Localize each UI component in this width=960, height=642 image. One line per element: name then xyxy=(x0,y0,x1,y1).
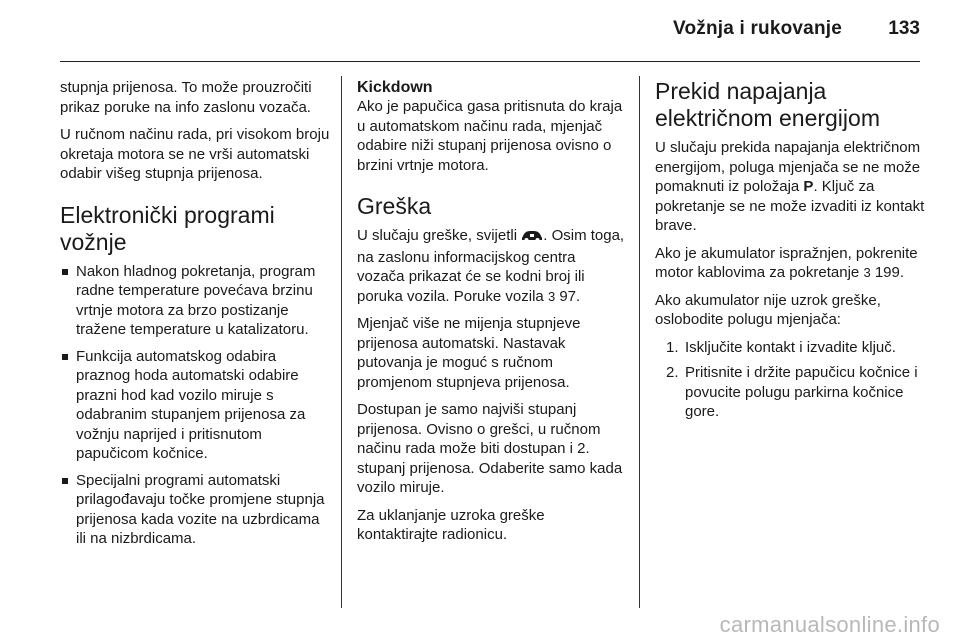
paragraph: U slučaju greške, svijetli . Osim toga, na zaslonu informacijskog centra vozača prikazat će se kodni broj ili poruka vozila. Poruke vozila 3 97. xyxy=(357,227,625,305)
column-right xyxy=(655,78,925,428)
paragraph: U ručnom načinu rada, pri visokom broju okretaja motora se ne vrši automatski odabir višeg stupnja prijenosa. xyxy=(60,126,330,182)
header-divider xyxy=(60,61,920,62)
column-divider xyxy=(341,76,342,608)
page-number: 133 xyxy=(888,18,920,39)
paragraph: Mjenjač više ne mijenja stupnjeve prijenosa automatski. Nastavak putovanja je moguć s ručnom promjenom stupnjeva prijenosa. xyxy=(357,315,581,391)
paragraph: Ako je papučica gasa pritisnuta do kraja u automatskom načinu rada, mjenjač odabire niži stupanj prijenosa ovisno o brzini vrtnje motora. xyxy=(357,98,623,174)
column-left xyxy=(60,78,330,556)
paragraph: stupnja prijenosa. To može prouzročiti prikaz poruke na info zaslonu vozača. xyxy=(60,79,312,116)
bullet-icon xyxy=(62,354,68,360)
subsection-heading: Kickdown xyxy=(357,79,433,96)
bullet-icon xyxy=(62,269,68,275)
list-item: Nakon hladnog pokretanja, program radne temperature povećava brzinu vrtnje motora za brzo postizanje tražene temperature u katalizatoru. xyxy=(60,262,330,340)
paragraph: Ako akumulator nije uzrok greške, oslobodite polugu mjenjača: xyxy=(655,291,881,328)
section-heading: Greška xyxy=(357,193,432,219)
list-item: 1. Isključite kontakt i izvadite ključ. xyxy=(666,338,896,356)
column-middle xyxy=(357,78,627,553)
watermark: carmanualsonline.info xyxy=(719,612,940,637)
paragraph: U slučaju prekida napajanja električnom energijom, poluga mjenjača se ne može pomaknuti iz položaja P. Ključ za pokretanje se ne može izvaditi iz kontakt brave. xyxy=(655,139,925,234)
reference-arrow-icon: 3 xyxy=(547,288,556,304)
paragraph: Za uklanjanje uzroka greške kontaktirajte radionicu. xyxy=(357,506,545,543)
page-title: Vožnja i rukovanje xyxy=(672,18,842,39)
list-item: 2. Pritisnite i držite papučicu kočnice i povucite polugu parkirna kočnice gore. xyxy=(666,364,918,420)
list-item: Funkcija automatskog odabira praznog hoda automatski odabire prazni hod kad vozilo miruje s odabranim stupanjem prijenosa za vožnju naprijed i pritisnutom papučicom kočnice. xyxy=(60,347,330,464)
paragraph: Dostupan je samo najviši stupanj prijenosa. Ovisno o grešci, u ručnom načinu rada može biti dostupan i 2. stupanj prijenosa. Odaberite samo kada vozilo miruje. xyxy=(357,401,623,496)
car-wrench-icon xyxy=(521,228,543,248)
section-heading: Elektronički programi vožnje xyxy=(60,201,275,255)
bullet-list xyxy=(60,262,330,549)
bullet-icon xyxy=(62,478,68,484)
section-heading: Prekid napajanja električnom energijom xyxy=(655,78,880,131)
numbered-list xyxy=(655,338,925,422)
list-item: Specijalni programi automatski prilagođavaju točke promjene stupnja prijenosa kada vozite na uzbrdicama ili na nizbrdicama. xyxy=(60,471,330,549)
paragraph: Ako je akumulator ispražnjen, pokrenite motor kablovima za pokretanje 3 199. xyxy=(655,244,918,281)
reference-arrow-icon: 3 xyxy=(863,265,871,280)
column-divider xyxy=(639,76,640,608)
page-header xyxy=(0,0,960,60)
